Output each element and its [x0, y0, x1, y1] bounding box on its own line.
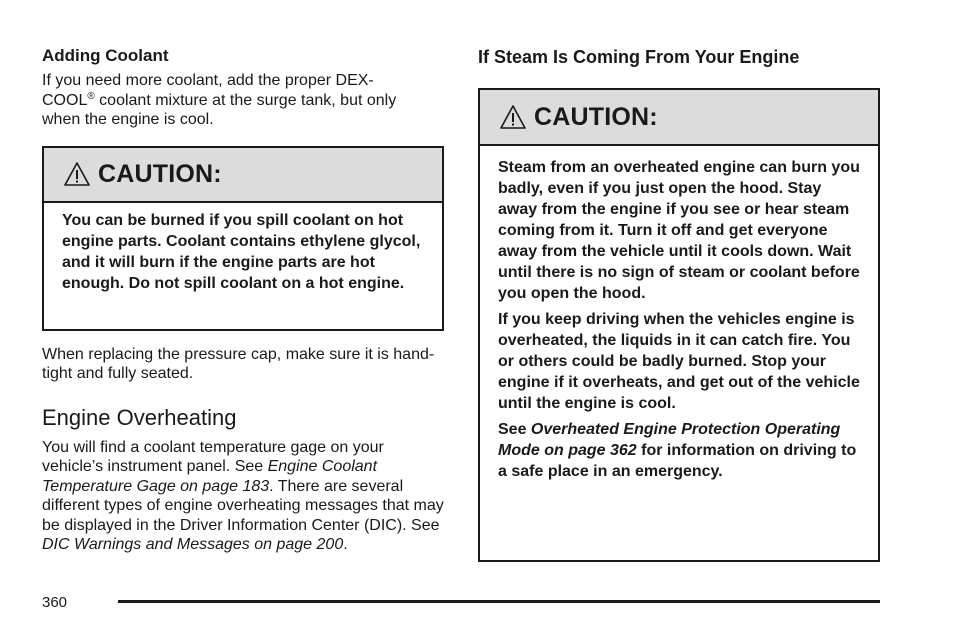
adding-coolant-text	[42, 71, 422, 130]
reference-dic-warnings: DIC Warnings and Messages on page 200	[42, 536, 344, 553]
pressure-cap-text: When replacing the pressure cap, make sure it is hand-tight and fully seated.	[42, 345, 435, 382]
see-text: See	[498, 421, 531, 438]
overheating-text-part2: . There are several different types of engine overheating messages that may be displayed in the Driver Information Center (DIC). See	[42, 477, 444, 534]
steam-heading: If Steam Is Coming From Your Engine	[478, 47, 800, 67]
see-text-rest: for information on driving to a safe place in an emergency.	[498, 442, 857, 480]
adding-coolant-text-part1: If you need more coolant, add the proper DEX-COOL	[42, 72, 374, 109]
engine-overheating-heading: Engine Overheating	[42, 404, 237, 430]
caution-title: CAUTION:	[98, 159, 222, 188]
engine-overheating-text	[42, 438, 447, 555]
reference-coolant-gage: Engine Coolant Temperature Gage on page 183	[42, 458, 378, 495]
overheating-text-part3: .	[343, 536, 348, 553]
footer-rule	[118, 600, 880, 603]
caution-body	[44, 203, 442, 294]
reference-overheated-protection: Overheated Engine Protection Operating Mode on page 362	[498, 421, 841, 459]
overheating-text-part1: You will find a coolant temperature gage on your vehicle’s instrument panel. See	[42, 438, 384, 475]
adding-coolant-heading: Adding Coolant	[42, 46, 169, 65]
adding-coolant-text-part2: coolant mixture at the surge tank, but only when the engine is cool.	[42, 91, 397, 128]
left-column	[42, 45, 447, 555]
caution-box-coolant	[42, 146, 444, 331]
registered-mark: ®	[87, 90, 95, 102]
caution-header	[480, 90, 878, 146]
warning-triangle-icon	[500, 104, 526, 130]
caution-paragraph-see	[498, 419, 860, 482]
warning-triangle-icon	[64, 161, 90, 187]
right-column	[478, 45, 880, 562]
caution-box-steam	[478, 88, 880, 562]
caution-body	[480, 146, 878, 482]
caution-title: CAUTION:	[534, 102, 658, 131]
caution-header	[44, 148, 442, 203]
caution-text: You can be burned if you spill coolant on hot engine parts. Coolant contains ethylene glycol, and it will burn if the engine parts are hot enough. Do not spill coolant on a hot engine.	[62, 211, 421, 292]
page-number: 360	[42, 594, 68, 611]
caution-paragraph-fire: If you keep driving when the vehicles engine is overheated, the liquids in it can catch fire. You or others could be badly burned. Stop your engine if it overheats, and get out of the vehicle until the engine is cool.	[498, 311, 860, 412]
caution-paragraph-steam: Steam from an overheated engine can burn you badly, even if you just open the hood. Stay away from the engine if you see or hear steam coming from it. Turn it off and get everyone away from the vehicle until it cools down. Wait until there is no sign of steam or coolant before you open the hood.	[498, 159, 860, 302]
